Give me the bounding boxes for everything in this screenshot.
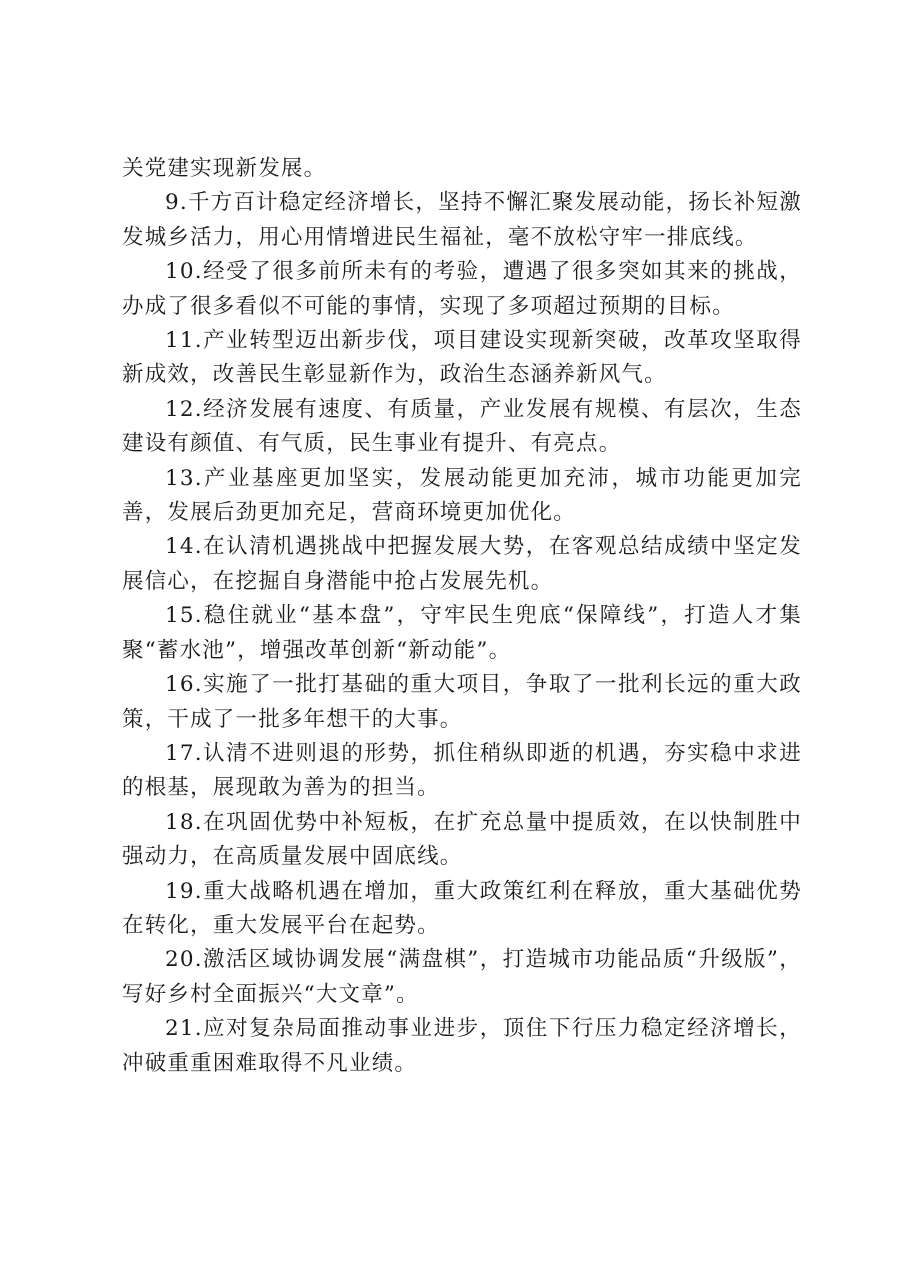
paragraph-item-18: 18.在巩固优势中补短板，在扩充总量中提质效，在以快制胜中强动力，在高质量发展中固底线。	[122, 809, 802, 870]
paragraph-item-20: 20.激活区域协调发展“满盘棋”，打造城市功能品质“升级版”，写好乡村全面振兴“大文章”。	[122, 947, 802, 1007]
paragraph-item-21: 21.应对复杂局面推动事业进步，顶住下行压力稳定经济增长，冲破重重困难取得不凡业绩。	[122, 1016, 802, 1076]
paragraph-item-15: 15.稳住就业“基本盘”，守牢民生兜底“保障线”，打造人才集聚“蓄水池”，增强改革创新“新动能”。	[122, 603, 802, 663]
paragraph-item-9: 9.千方百计稳定经济增长，坚持不懈汇聚发展动能，扬长补短激发城乡活力，用心用情增进民生福祉，毫不放松守牢一排底线。	[122, 190, 802, 250]
paragraph-item-12: 12.经济发展有速度、有质量，产业发展有规模、有层次，生态建设有颜值、有气质，民生事业有提升、有亮点。	[122, 396, 802, 457]
paragraph-item-17: 17.认清不进则退的形势，抓住稍纵即逝的机遇，夯实稳中求进的根基，展现敢为善为的担当。	[122, 740, 802, 801]
paragraph-item-16: 16.实施了一批打基础的重大项目，争取了一批利长远的重大政策，干成了一批多年想干的大事。	[122, 672, 802, 732]
paragraph-item-19: 19.重大战略机遇在增加，重大政策红利在释放，重大基础优势在转化，重大发展平台在起势。	[122, 878, 802, 938]
document-body	[122, 152, 802, 1081]
paragraph-item-14: 14.在认清机遇挑战中把握发展大势，在客观总结成绩中坚定发展信心，在挖掘自身潜能中抢占发展先机。	[122, 534, 802, 594]
paragraph-item-13: 13.产业基座更加坚实，发展动能更加充沛，城市功能更加完善，发展后劲更加充足，营商环境更加优化。	[122, 465, 802, 526]
paragraph-item-11: 11.产业转型迈出新步伐，项目建设实现新突破，改革攻坚取得新成效，改善民生彰显新作为，政治生态涵养新风气。	[122, 328, 802, 388]
paragraph-item-10: 10.经受了很多前所未有的考验，遭遇了很多突如其来的挑战，办成了很多看似不可能的事情，实现了多项超过预期的目标。	[122, 259, 802, 319]
paragraph-continuation: 关党建实现新发展。	[122, 156, 327, 181]
